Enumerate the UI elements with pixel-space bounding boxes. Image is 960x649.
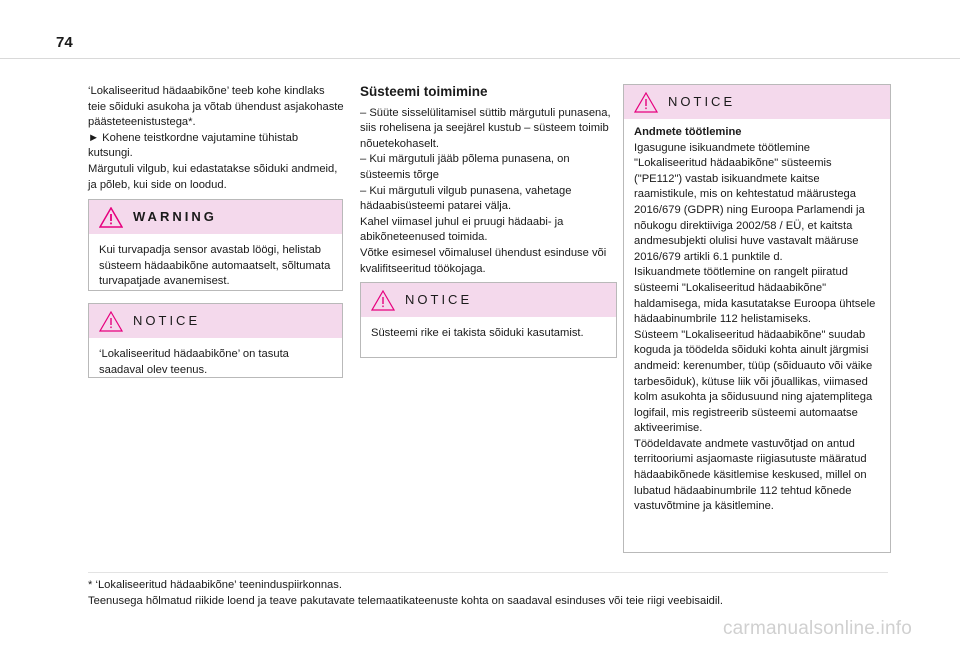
cancel-instruction: ► Kohene teistkordne vajutamine tühistab kutsungi. xyxy=(88,131,299,160)
notice-triangle-icon xyxy=(371,290,395,311)
notice-title: Andmete töötlemine xyxy=(634,126,742,138)
watermark: carmanualsonline.info xyxy=(722,618,912,639)
page-number: 74 xyxy=(56,34,73,51)
operation-item: – Süüte sisselülitamisel süttib märgutuli punasena, siis rohelisena ja seejärel kustub – süsteem toimib nõuetekohaselt. xyxy=(360,106,611,150)
notice-text: ‘Lokaliseeritud hädaabikõne’ on tasuta saadaval olev teenus. xyxy=(99,348,289,376)
notice-box-2 xyxy=(360,282,617,358)
warning-label: WARNING xyxy=(133,209,217,224)
column-1 xyxy=(88,84,344,193)
operation-item: – Kui märgutuli vilgub punasena, vahetage hädaabisüsteemi patarei välja. xyxy=(360,184,572,213)
notice-text: Süsteemi rike ei takista sõiduki kasutamist. xyxy=(371,327,584,339)
notice-paragraph: Süsteem "Lokaliseeritud hädaabikõne" suudab koguda ja töödelda sõiduki kohta ainult järgmisi andmeid: kerenumber, tüüp (sõiduauto või väike tarbesõiduk), kütuse liik või jõuallikas, viimased kolm asukohta ja sõidusuund ning ajatemplitega logifail, mis registreerib süsteemi automaatse aktiveerimise. xyxy=(634,328,873,435)
warning-box xyxy=(88,199,343,291)
notice-box-1 xyxy=(88,303,343,378)
notice-label: NOTICE xyxy=(668,94,736,109)
notice-paragraph: Töödeldavate andmete vastuvõtjad on antud territooriumi asjaomaste riigiasutuste määratud hädaabikõnede käsitlemise keskused, millel on lubatud hädaabinumbrile 112 tehtud kõnede vastuvõtmine ja käsitlemine. xyxy=(634,437,867,513)
notice-triangle-icon xyxy=(634,92,658,113)
warning-text: Kui turvapadja sensor avastab löögi, helistab süsteem hädaabikõne automaatselt, sõltumata turvapatjade avanemisest. xyxy=(99,244,331,288)
notice-paragraph: Igasugune isikuandmete töötlemine "Lokaliseeritud hädaabikõne" süsteemis ("PE112") vastab isikuandmete kaitse raamistikule, mis on kehtestatud määrustega 2016/679 (GDPR) ning Euroopa Parlamendi ja nõukogu direktiiviga 2002/58 / EÜ, et kaitsta andmesubjekti olulisi huve vastavalt määruse 2016/679 artikli 6.1 punktile d. xyxy=(634,141,865,263)
notice-header xyxy=(89,304,342,338)
footnote-line: * ‘Lokaliseeritud hädaabikõne’ teeninduspiirkonnas. xyxy=(88,579,342,591)
notice-label: NOTICE xyxy=(405,292,473,307)
notice-paragraph: Isikuandmete töötlemine on rangelt piiratud süsteemi "Lokaliseeritud hädaabikõne" haldamisega, mida kasutatakse Euroopa ühtsele hädaabinumbrile 112 helistamiseks. xyxy=(634,266,876,326)
header-divider xyxy=(0,58,960,59)
warning-header xyxy=(89,200,342,234)
footnote-divider xyxy=(88,572,888,573)
operation-contact: Võtke esimesel võimalusel ühendust esinduse või kvalifitseeritud töökojaga. xyxy=(360,246,607,275)
notice-label: NOTICE xyxy=(133,313,201,328)
footnote xyxy=(88,578,723,609)
notice-triangle-icon xyxy=(99,311,123,332)
notice-header xyxy=(624,85,890,119)
footnote-line: Teenusega hõlmatud riikide loend ja teave pakutavate telemaatikateenuste kohta on saadaval esinduses või teie riigi veebisaidil. xyxy=(88,594,723,607)
notice-box-data-processing xyxy=(623,84,891,553)
column-2 xyxy=(360,84,616,277)
warning-triangle-icon xyxy=(99,207,123,228)
section-heading: Süsteemi toimimine xyxy=(360,84,488,99)
operation-item: – Kui märgutuli jääb põlema punasena, on süsteemis tõrge xyxy=(360,153,570,181)
intro-paragraph: ‘Lokaliseeritud hädaabikõne’ teeb kohe kindlaks teie sõiduki asukoha ja võtab ühendust asjakohaste päästeteenistustega*. xyxy=(88,85,344,129)
operation-note: Kahel viimasel juhul ei pruugi hädaabi- ja abikõneteenused toimida. xyxy=(360,215,564,244)
notice-header xyxy=(361,283,616,317)
indicator-paragraph: Märgutuli vilgub, kui edastatakse sõiduki andmeid, ja põleb, kui side on loodud. xyxy=(88,162,338,191)
